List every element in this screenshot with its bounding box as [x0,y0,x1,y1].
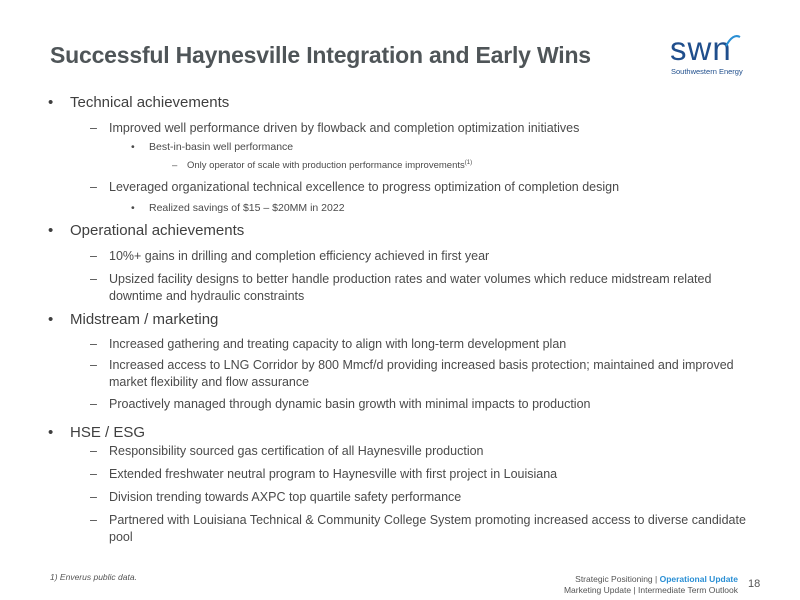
bullet-text: Increased gathering and treating capacity to align with long-term development plan [109,337,567,351]
bullet-text: Upsized facility designs to better handle production rates and water volumes which reduce midstream related downtime and hydraulic constraints [109,272,712,303]
bullet-dash: – [90,444,97,458]
bullet-text: Midstream / marketing [70,311,219,328]
bullet-text: HSE / ESG [70,424,146,441]
bullet-text: Leveraged organizational technical excellence to progress optimization of completion design [109,180,620,194]
bullet-level1 [48,94,229,111]
bullet-level2 [90,396,750,413]
bullet-text: Increased access to LNG Corridor by 800 Mmcf/d providing increased basis protection; maintained and improved market flexibility and flow assurance [109,358,734,389]
bullet-dash: – [90,249,97,263]
bullet-dash: – [90,272,97,286]
nav-separator: | [631,585,638,595]
bullet-level4 [172,160,472,171]
nav-row-2 [564,585,738,596]
bullet-dash: – [90,467,97,481]
bullet-text: Responsibility sourced gas certification of all Haynesville production [109,444,484,458]
nav-row-1 [564,574,738,585]
bullet-dash: – [90,397,97,411]
bullet-text: Partnered with Louisiana Technical & Community College System promoting increased access to diverse candidate pool [109,513,746,544]
bullet-level1 [48,222,244,239]
section-nav [564,574,738,596]
bullet-level2 [90,248,750,265]
bullet-level2 [90,179,750,196]
bullet-dash: – [90,513,97,527]
company-logo [666,30,761,80]
bullet-text: Extended freshwater neutral program to Haynesville with first project in Louisiana [109,467,558,481]
bullet-text: Improved well performance driven by flowback and completion optimization initiatives [109,121,580,135]
bullet-text: Operational achievements [70,222,245,239]
bullet-level2 [90,271,750,305]
logo-tagline: Southwestern Energy [671,67,743,76]
bullet-level2 [90,120,750,137]
bullet-level2 [90,489,750,506]
bullet-level2 [90,466,750,483]
bullet-level1 [48,311,218,328]
bullet-dash: – [90,180,97,194]
bullet-level2 [90,443,750,460]
page-number: 18 [748,578,761,590]
bullet-text: Only operator of scale with production performance improvements [187,160,465,172]
nav-separator: | [652,574,660,584]
bullet-dash: – [172,160,178,172]
logo-arc-icon [724,31,742,49]
bullet-text: Proactively managed through dynamic basin growth with minimal impacts to production [109,397,591,411]
bullet-dash: – [90,358,97,372]
bullet-text: Division trending towards AXPC top quartile safety performance [109,490,462,504]
bullet-dot: • [48,222,54,239]
bullet-text: Technical achievements [70,94,230,111]
slide-title: Successful Haynesville Integration and Early Wins [50,42,591,68]
bullet-text: Realized savings of $15 – $20MM in 2022 [149,202,345,214]
bullet-dot: • [48,311,54,328]
bullet-dash: – [90,337,97,351]
nav-item-operational-update[interactable]: Operational Update [659,574,738,584]
bullet-level2 [90,512,750,546]
logo-wordmark: swn [670,30,732,67]
bullet-text: Best-in-basin well performance [149,141,294,153]
bullet-dot: • [48,94,54,111]
bullet-dash: – [90,121,97,135]
bullet-dot: • [131,141,135,153]
bullet-level3 [131,202,345,214]
bullet-level3 [131,141,293,153]
bullet-level2 [90,357,750,391]
bullet-dot: • [131,202,135,214]
nav-item-strategic-positioning[interactable]: Strategic Positioning [575,574,653,584]
bullet-dash: – [90,490,97,504]
nav-item-marketing-update[interactable]: Marketing Update [563,585,632,595]
footnote-ref: (1) [464,160,473,166]
bullet-text: 10%+ gains in drilling and completion efficiency achieved in first year [109,249,490,263]
nav-item-intermediate-term-outlook[interactable]: Intermediate Term Outlook [638,585,738,595]
bullet-level2 [90,336,750,353]
bullet-level1 [48,424,145,441]
bullet-dot: • [48,424,54,441]
footnote: 1) Enverus public data. [50,572,137,582]
